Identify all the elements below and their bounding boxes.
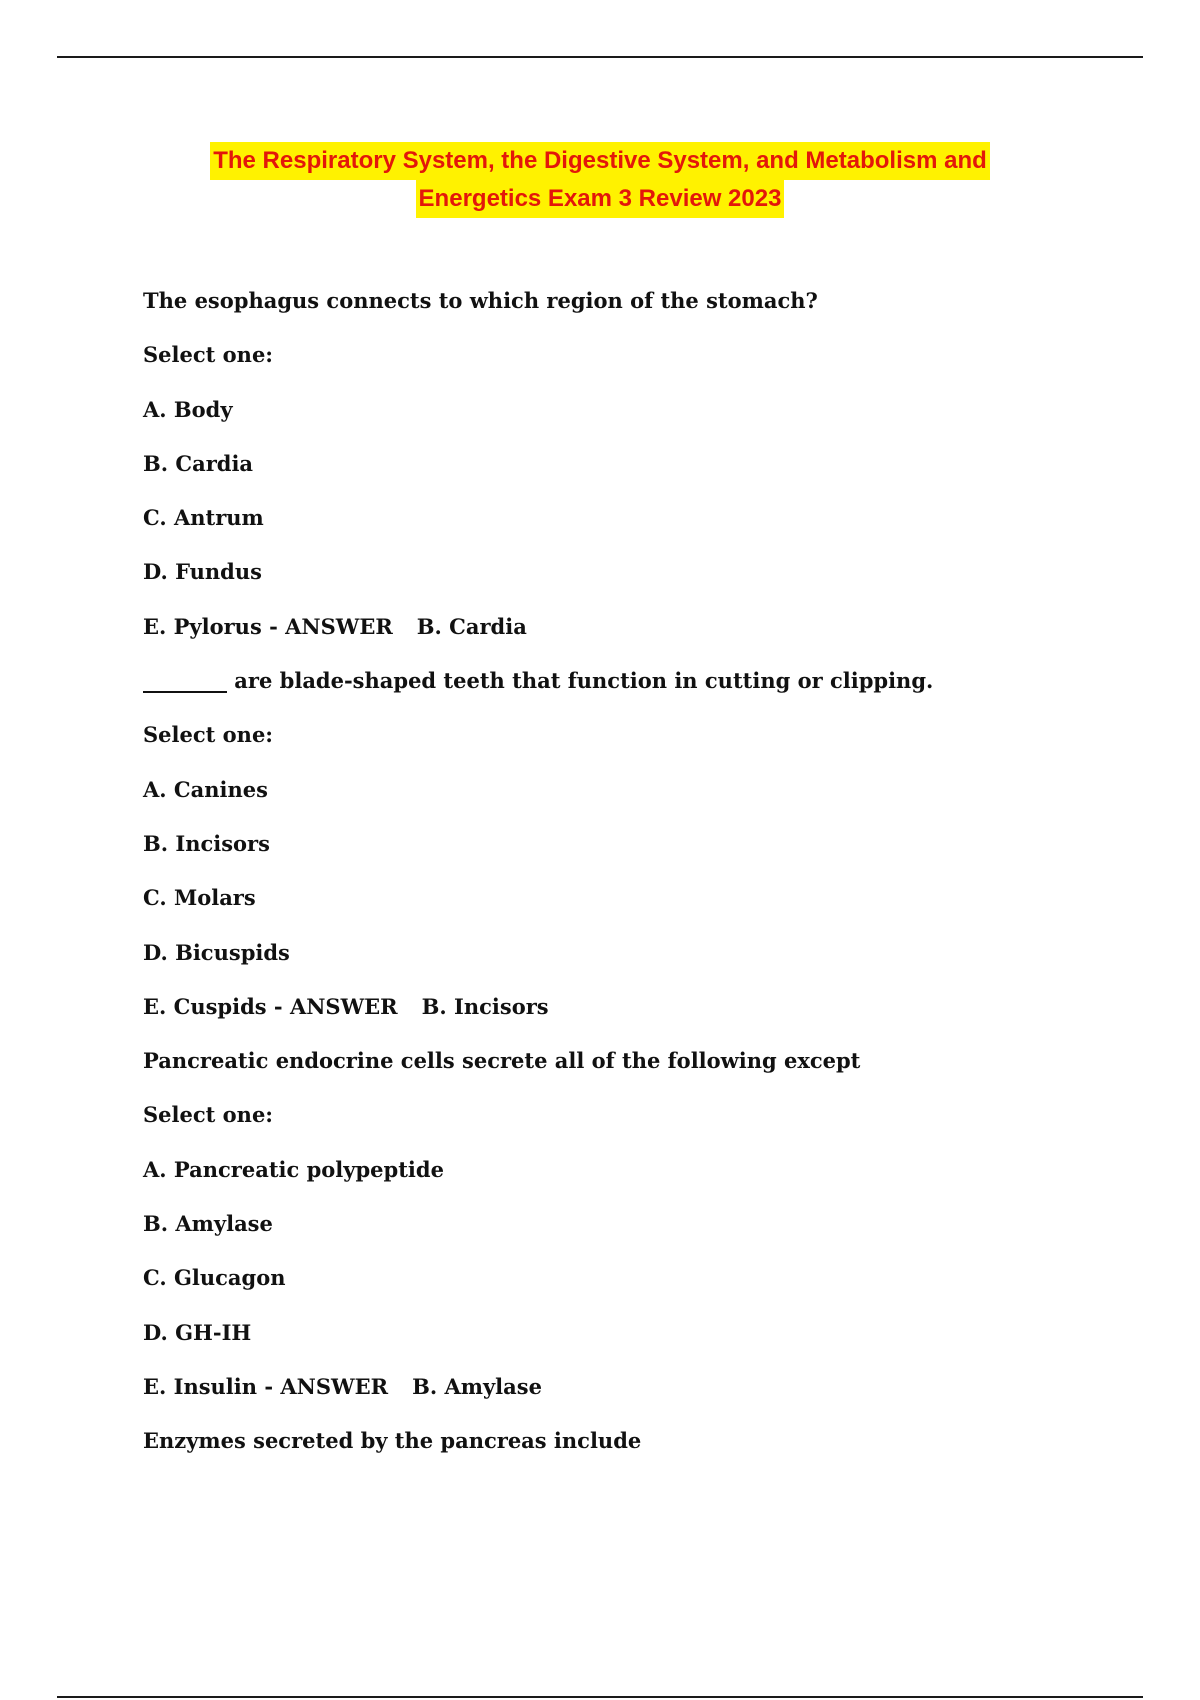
question-prompt: The esophagus connects to which region of the stomach? (143, 288, 818, 313)
option-a: A. Canines (143, 776, 268, 802)
option-e: E. Cuspids - ANSWER (143, 993, 398, 1019)
question-prompt: ________ are blade-shaped teeth that function in cutting or clipping. (143, 668, 934, 694)
answer-value: B. Amylase (412, 1373, 542, 1399)
title-line-2: Energetics Exam 3 Review 2023 (416, 180, 785, 218)
option-d: D. GH-IH (143, 1319, 252, 1345)
option-e: E. Pylorus - ANSWER (143, 613, 393, 639)
select-one-label: Select one: (143, 1102, 274, 1128)
answer-line (143, 613, 1143, 670)
answer-line (143, 993, 1143, 1050)
option-c: C. Glucagon (143, 1265, 286, 1291)
select-one-label: Select one: (143, 342, 274, 368)
title-line-1: The Respiratory System, the Digestive System, and Metabolism and (210, 142, 990, 180)
option-d: D. Bicuspids (143, 939, 290, 965)
option-b: B. Incisors (143, 830, 270, 856)
option-a: A. Pancreatic polypeptide (143, 1156, 444, 1182)
answer-value: B. Cardia (416, 613, 527, 639)
document-title (0, 142, 1200, 218)
option-d: D. Fundus (143, 559, 262, 585)
option-b: B. Cardia (143, 450, 254, 476)
bottom-rule (57, 1696, 1143, 1698)
question-list (143, 290, 1143, 1485)
question-prompt: Pancreatic endocrine cells secrete all of the following except (143, 1048, 861, 1074)
select-one-label: Select one: (143, 722, 274, 748)
option-b: B. Amylase (143, 1211, 273, 1237)
answer-value: B. Incisors (421, 993, 549, 1019)
question-prompt: Enzymes secreted by the pancreas include (143, 1428, 642, 1454)
answer-line (143, 1373, 1143, 1430)
option-c: C. Antrum (143, 505, 264, 531)
option-c: C. Molars (143, 885, 256, 911)
top-rule (57, 56, 1143, 58)
option-e: E. Insulin - ANSWER (143, 1373, 389, 1399)
option-a: A. Body (143, 396, 233, 422)
